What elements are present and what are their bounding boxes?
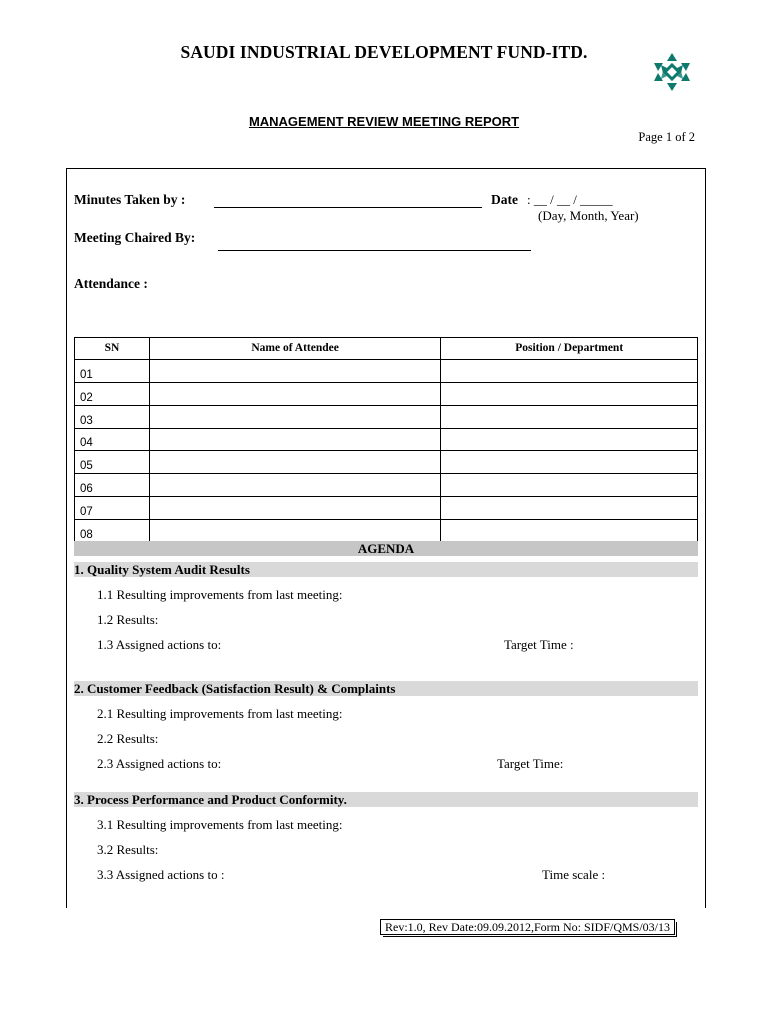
attendance-table (74, 337, 698, 543)
page-number: Page 1 of 2 (638, 130, 695, 144)
section-3-item-1: 3.1 Resulting improvements from last meeting: (97, 817, 343, 832)
attendee-position-cell[interactable] (441, 405, 698, 428)
attendee-name-cell[interactable] (149, 359, 441, 382)
attendee-position-cell[interactable] (441, 497, 698, 520)
attendance-label: Attendance : (74, 276, 148, 291)
row-sn: 05 (75, 451, 150, 474)
row-sn: 02 (75, 382, 150, 405)
table-row (75, 359, 698, 382)
row-sn: 07 (75, 497, 150, 520)
section-2-item-2: 2.2 Results: (97, 731, 159, 746)
row-sn: 08 (75, 520, 150, 543)
column-header-name: Name of Attendee (149, 338, 441, 360)
row-sn: 03 (75, 405, 150, 428)
column-header-position: Position / Department (441, 338, 698, 360)
sidf-logo-icon (651, 51, 693, 93)
table-row (75, 451, 698, 474)
attendee-position-cell[interactable] (441, 382, 698, 405)
section-1-heading (74, 562, 698, 577)
row-sn: 04 (75, 428, 150, 451)
section-2-item-3: 2.3 Assigned actions to: (97, 756, 222, 771)
meeting-chaired-field[interactable] (218, 250, 531, 251)
attendee-name-cell[interactable] (149, 382, 441, 405)
attendee-name-cell[interactable] (149, 405, 441, 428)
attendee-name-cell[interactable] (149, 520, 441, 543)
table-header-row (75, 338, 698, 360)
attendee-name-cell[interactable] (149, 497, 441, 520)
table-row (75, 520, 698, 543)
section-2-title: 2. Customer Feedback (Satisfaction Result) & Complaints (74, 681, 396, 696)
attendee-position-cell[interactable] (441, 474, 698, 497)
section-1-target-time: Target Time : (504, 637, 574, 652)
minutes-taken-label: Minutes Taken by : (74, 192, 186, 207)
table-row (75, 474, 698, 497)
attendee-position-cell[interactable] (441, 428, 698, 451)
section-2-item-1: 2.1 Resulting improvements from last meeting: (97, 706, 343, 721)
attendee-name-cell[interactable] (149, 451, 441, 474)
column-header-sn: SN (75, 338, 150, 360)
date-label: Date (491, 192, 518, 207)
report-title: MANAGEMENT REVIEW MEETING REPORT (248, 114, 520, 129)
section-1-title: 1. Quality System Audit Results (74, 562, 250, 577)
section-3-item-3: 3.3 Assigned actions to : (97, 867, 225, 882)
attendee-name-cell[interactable] (149, 428, 441, 451)
table-row (75, 428, 698, 451)
organization-name: SAUDI INDUSTRIAL DEVELOPMENT FUND-ITD. (180, 42, 588, 62)
table-row (75, 405, 698, 428)
section-3-item-2: 3.2 Results: (97, 842, 159, 857)
section-2-heading (74, 681, 698, 696)
agenda-heading: AGENDA (74, 541, 698, 556)
section-1-item-1: 1.1 Resulting improvements from last meeting: (97, 587, 343, 602)
minutes-taken-field[interactable] (214, 207, 482, 208)
attendee-name-cell[interactable] (149, 474, 441, 497)
date-field[interactable]: : __ / __ / _____ (527, 192, 613, 207)
attendee-position-cell[interactable] (441, 451, 698, 474)
form-reference: Rev:1.0, Rev Date:09.09.2012,Form No: SIDF/QMS/03/13 (380, 919, 675, 935)
row-sn: 06 (75, 474, 150, 497)
attendee-position-cell[interactable] (441, 359, 698, 382)
table-row (75, 497, 698, 520)
row-sn: 01 (75, 359, 150, 382)
section-3-heading (74, 792, 698, 807)
date-format-hint: (Day, Month, Year) (538, 208, 639, 223)
section-1-item-2: 1.2 Results: (97, 612, 159, 627)
attendee-position-cell[interactable] (441, 520, 698, 543)
section-2-target-time: Target Time: (497, 756, 564, 771)
section-1-item-3: 1.3 Assigned actions to: (97, 637, 222, 652)
section-3-title: 3. Process Performance and Product Conformity. (74, 792, 347, 807)
section-3-time-scale: Time scale : (542, 867, 606, 882)
table-row (75, 382, 698, 405)
meeting-chaired-label: Meeting Chaired By: (74, 230, 196, 245)
